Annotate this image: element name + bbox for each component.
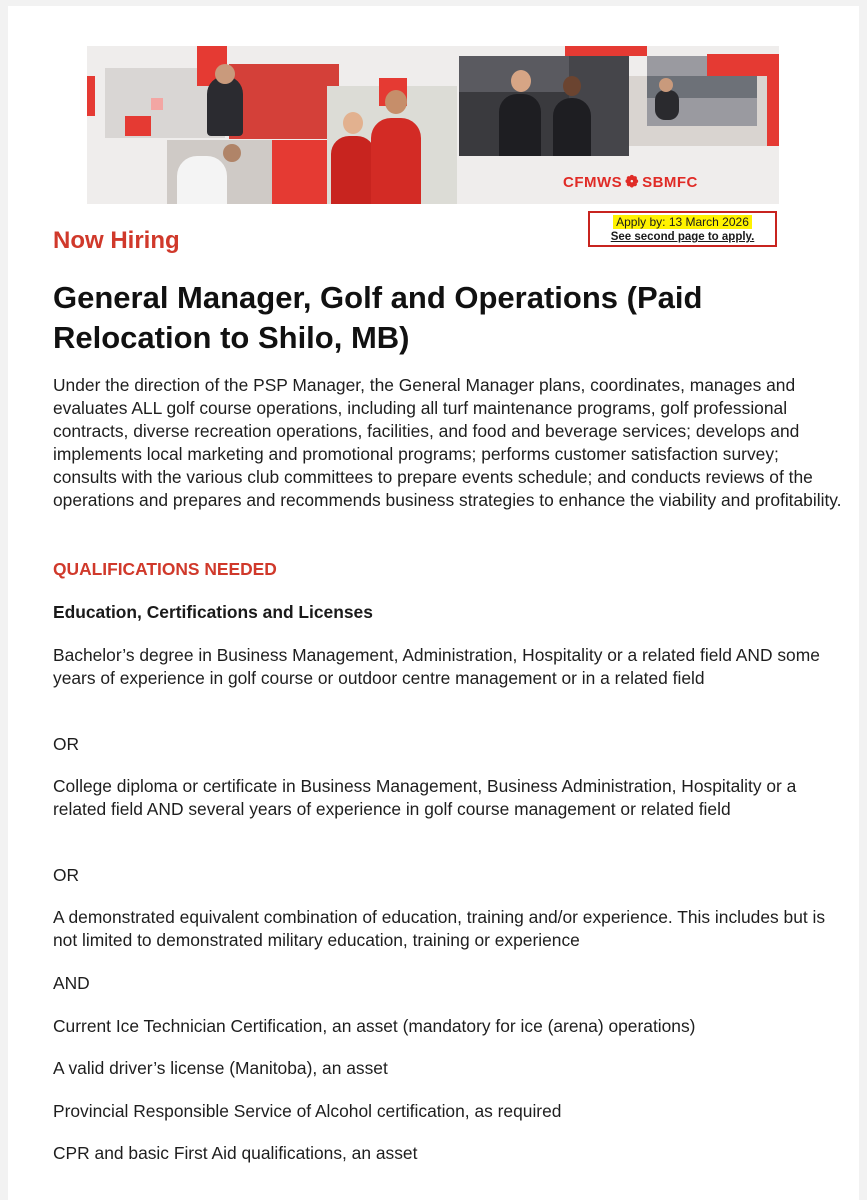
qualification-alcohol-service: Provincial Responsible Service of Alcohol certification, as required xyxy=(53,1101,562,1121)
maple-leaf-icon: ❁ xyxy=(625,174,640,191)
apply-by-date: Apply by: 13 March 2026 xyxy=(613,215,752,229)
apply-deadline-box xyxy=(588,211,777,247)
qualification-or-2: OR xyxy=(53,865,80,885)
education-heading: Education, Certifications and Licenses xyxy=(53,602,373,622)
qualification-or-1: OR xyxy=(53,734,80,754)
qualification-cpr: CPR and basic First Aid qualifications, an asset xyxy=(53,1143,418,1163)
cfmws-sbmfc-logo: CFMWS ❁ SBMFC xyxy=(563,174,698,191)
qualification-equivalent: A demonstrated equivalent combination of education, training and/or experience. This includes but is not limited to demonstrated military education, training or experience xyxy=(53,907,826,950)
see-second-page-note: See second page to apply. xyxy=(610,231,755,243)
job-description: Under the direction of the PSP Manager, the General Manager plans, coordinates, manages and evaluates ALL golf course operations, including all turf maintenance programs, golf professional contracts, diverse recreation operations, facilities, and food and beverage services; develops and implements local marketing and promotional programs; performs customer satisfaction survey; consults with the various club committees to prepare events schedule; and conducts reviews of the operations and prepares and recommends business strategies to enhance the viability and profitability. xyxy=(53,375,842,510)
qualification-college: College diploma or certificate in Business Management, Business Administration, Hospitality or a related field AND several years of experience in golf course management or related field xyxy=(53,776,797,819)
qualifications-heading: QUALIFICATIONS NEEDED xyxy=(53,559,277,579)
document-page xyxy=(8,6,859,1200)
qualification-ice-tech: Current Ice Technician Certification, an asset (mandatory for ice (arena) operations) xyxy=(53,1016,696,1036)
job-title: General Manager, Golf and Operations (Paid Relocation to Shilo, MB) xyxy=(53,280,703,355)
qualification-bachelor: Bachelor’s degree in Business Management, Administration, Hospitality or a related field AND some years of experience in golf course or outdoor centre management or in a related field xyxy=(53,645,820,688)
header-banner-image xyxy=(87,46,779,204)
qualification-drivers-license: A valid driver’s license (Manitoba), an asset xyxy=(53,1058,388,1078)
now-hiring-heading: Now Hiring xyxy=(53,227,180,254)
qualification-and: AND xyxy=(53,973,90,993)
